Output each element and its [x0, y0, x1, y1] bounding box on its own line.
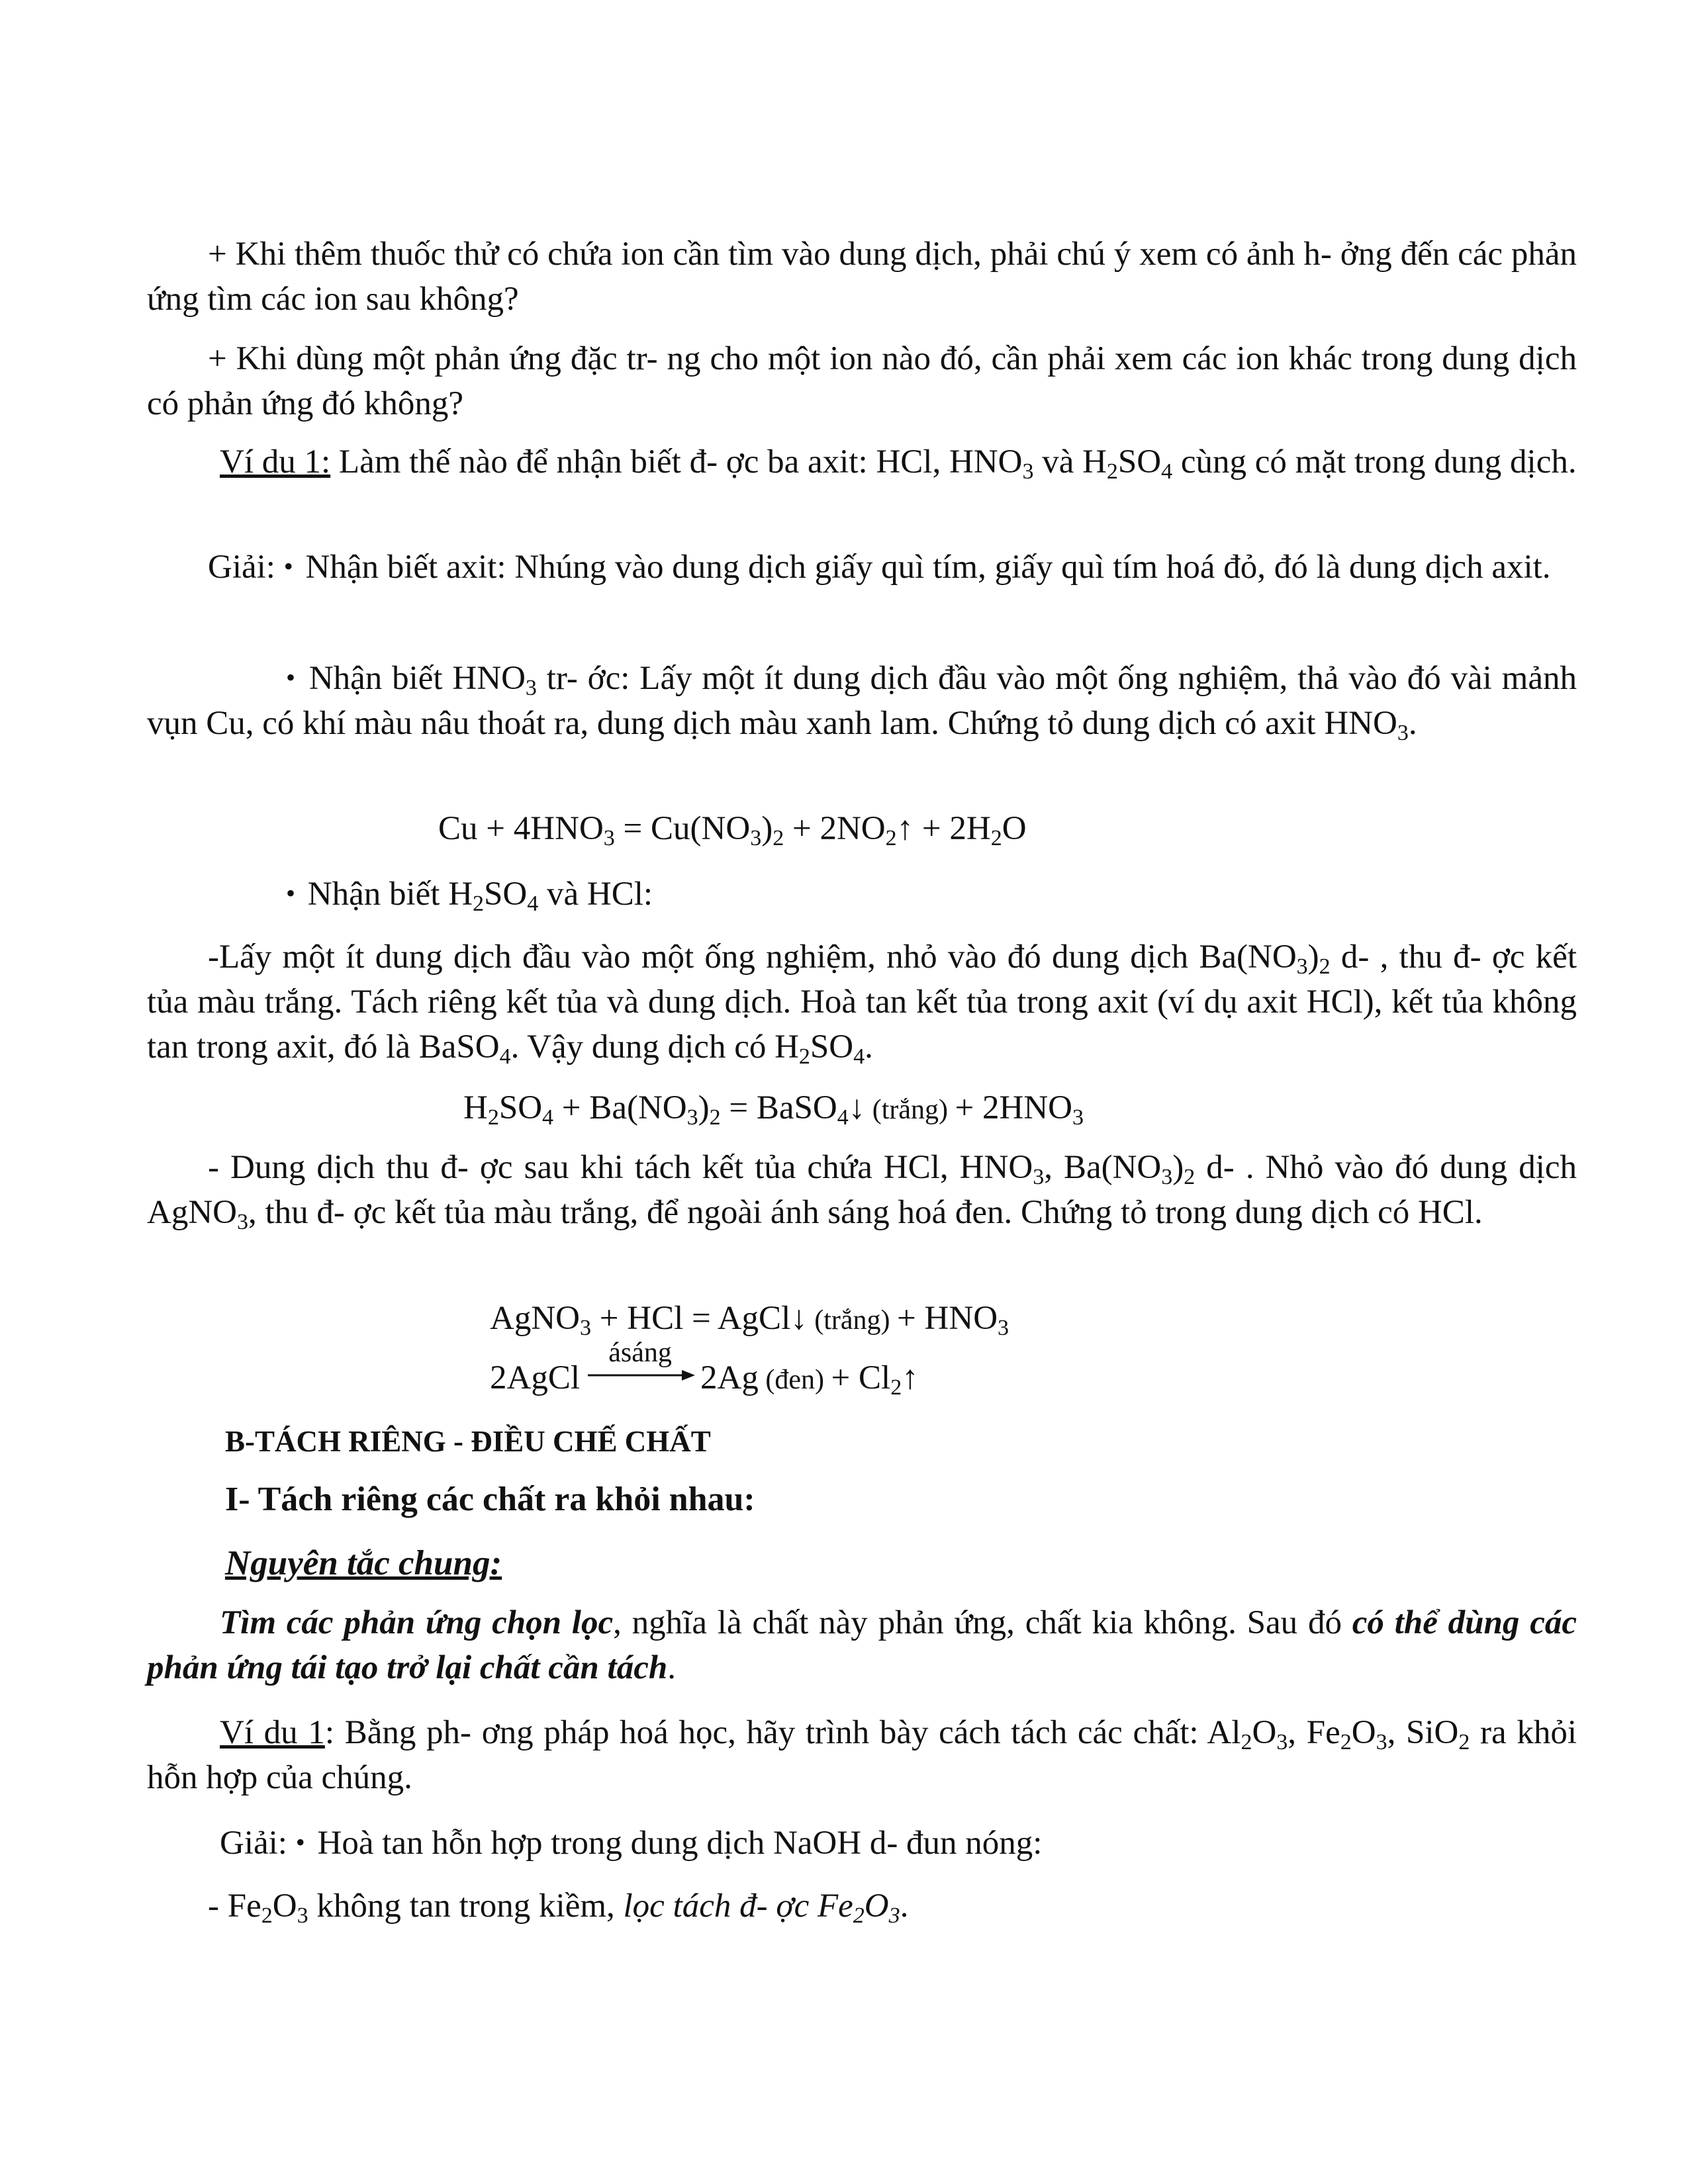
paragraph-filtrate: - Dung dịch thu đ- ợc sau khi tách kết tủa chứa HCl, $HNO_3$, $Ba(NO_3)_2$ d- . Nhỏ vào đó dung dịch AgNO$_3$, thu đ- ợc kết tủa màu trắng, để ngoài ánh sáng hoá đen. Chứng tỏ trong dung dịch có HCl. — [147, 1149, 1577, 1234]
bullet-icon: • — [283, 551, 293, 581]
solution-label: Giải: — [208, 549, 284, 586]
equation-agno3-hcl: AgNO$_3$ + HCl = AgCl↓ (trắng) + $HNO_3$ — [490, 1300, 1009, 1340]
principle-heading: Nguyên tắc chung: — [225, 1544, 502, 1582]
example-label: Ví du 1 — [220, 1714, 325, 1751]
section-b-heading: B-TÁCH RIÊNG - ĐIỀU CHẾ CHẤT — [225, 1425, 711, 1458]
principle-rule: Tìm các phản ứng chọn lọc, nghĩa là chất này phản ứng, chất kia không. Sau đó có thể dùng các phản ứng tái tạo trở lại chất cần tách. — [147, 1604, 1577, 1686]
precipitate-arrow-icon: ↓ — [848, 1089, 866, 1126]
equation-cu-hno3: $Cu + 4HNO_3 = Cu(NO_3)_2$ + $2NO_2↑ + 2H_2O$ — [438, 810, 1027, 850]
bullet-icon: • — [286, 878, 296, 908]
example-2-question: Ví du 1: Bằng ph- ơng pháp hoá học, hãy trình bày cách tách các chất: $Al_2O_3$, $Fe_2O_3$, SiO$_2$ ra khỏi hỗn hợp của chúng. — [147, 1714, 1577, 1796]
bullet-icon: • — [295, 1827, 305, 1857]
paragraph-note-1: + Khi thêm thuốc thử có chứa ion cần tìm vào dung dịch, phải chú ý xem có ảnh h- ởng đến các phản ứng tìm các ion sau không? — [147, 236, 1577, 318]
gas-arrow-icon: ↑ — [896, 810, 914, 847]
paragraph-ba-nitrate: -Lấy một ít dung dịch đầu vào một ống nghiệm, nhỏ vào đó dung dịch $Ba(NO_3)_2$ d- , thu đ- ợc kết tủa màu trắng. Tách riêng kết tủa và dung dịch. Hoà tan kết tủa trong axit (ví dụ axit HCl), kết tủa không tan trong axit, đó là BaSO$_4$. Vậy dung dịch có $H_2SO_4$. — [147, 938, 1577, 1069]
gas-arrow-icon: ↑ — [902, 1359, 919, 1396]
right-arrow-icon — [584, 1359, 696, 1392]
example-1-question: Ví du 1: Làm thế nào để nhận biết đ- ợc ba axit: HCl, $HNO_3$ và $H_2SO_4$ cùng có mặt trong dung dịch. — [220, 443, 1577, 484]
equation-h2so4-ba: $H_2SO_4 + Ba(NO_3)_2$ = BaSO$_4$↓ (trắng) + $2HNO_3$ — [463, 1089, 1084, 1130]
solution-step-hno3: • Nhận biết $HNO_3$ tr- ớc: Lấy một ít dung dịch đầu vào một ống nghiệm, thả vào đó vài mảnh vụn Cu, có khí màu nâu thoát ra, dung dịch màu xanh lam. Chứng tỏ dung dịch có axit $HNO_3$. — [147, 660, 1577, 745]
reaction-arrow — [584, 1338, 696, 1392]
equation-agcl-light: 2AgCl ásáng 2Ag (đen) + $Cl_2↑$ — [490, 1355, 919, 1402]
paragraph-note-2: + Khi dùng một phản ứng đặc tr- ng cho một ion nào đó, cần phải xem các ion khác trong dung dịch có phản ứng đó không? — [147, 340, 1577, 422]
precipitate-arrow-icon: ↓ — [790, 1300, 808, 1337]
solution-step-naoh: Giải: • Hoà tan hỗn hợp trong dung dịch NaOH d- đun nóng: — [220, 1825, 1043, 1862]
reaction-condition-label: ásáng — [608, 1338, 672, 1368]
example-label: Ví du 1: — [220, 443, 331, 480]
solution-step-h2so4-hcl: • Nhận biết $H_2SO_4$ và HCl: — [286, 876, 653, 916]
solution-label: Giải: — [220, 1825, 296, 1862]
section-i-heading: I- Tách riêng các chất ra khỏi nhau: — [225, 1480, 755, 1518]
bullet-icon: • — [286, 662, 296, 692]
solution-step-fe2o3: - $Fe_2O_3$ không tan trong kiềm, lọc tách đ- ợc $Fe_2O_3$. — [208, 1888, 909, 1928]
solution-step-acid: Giải: • Nhận biết axit: Nhúng vào dung dịch giấy quì tím, giấy quì tím hoá đỏ, đó là dung dịch axit. — [208, 549, 1551, 586]
